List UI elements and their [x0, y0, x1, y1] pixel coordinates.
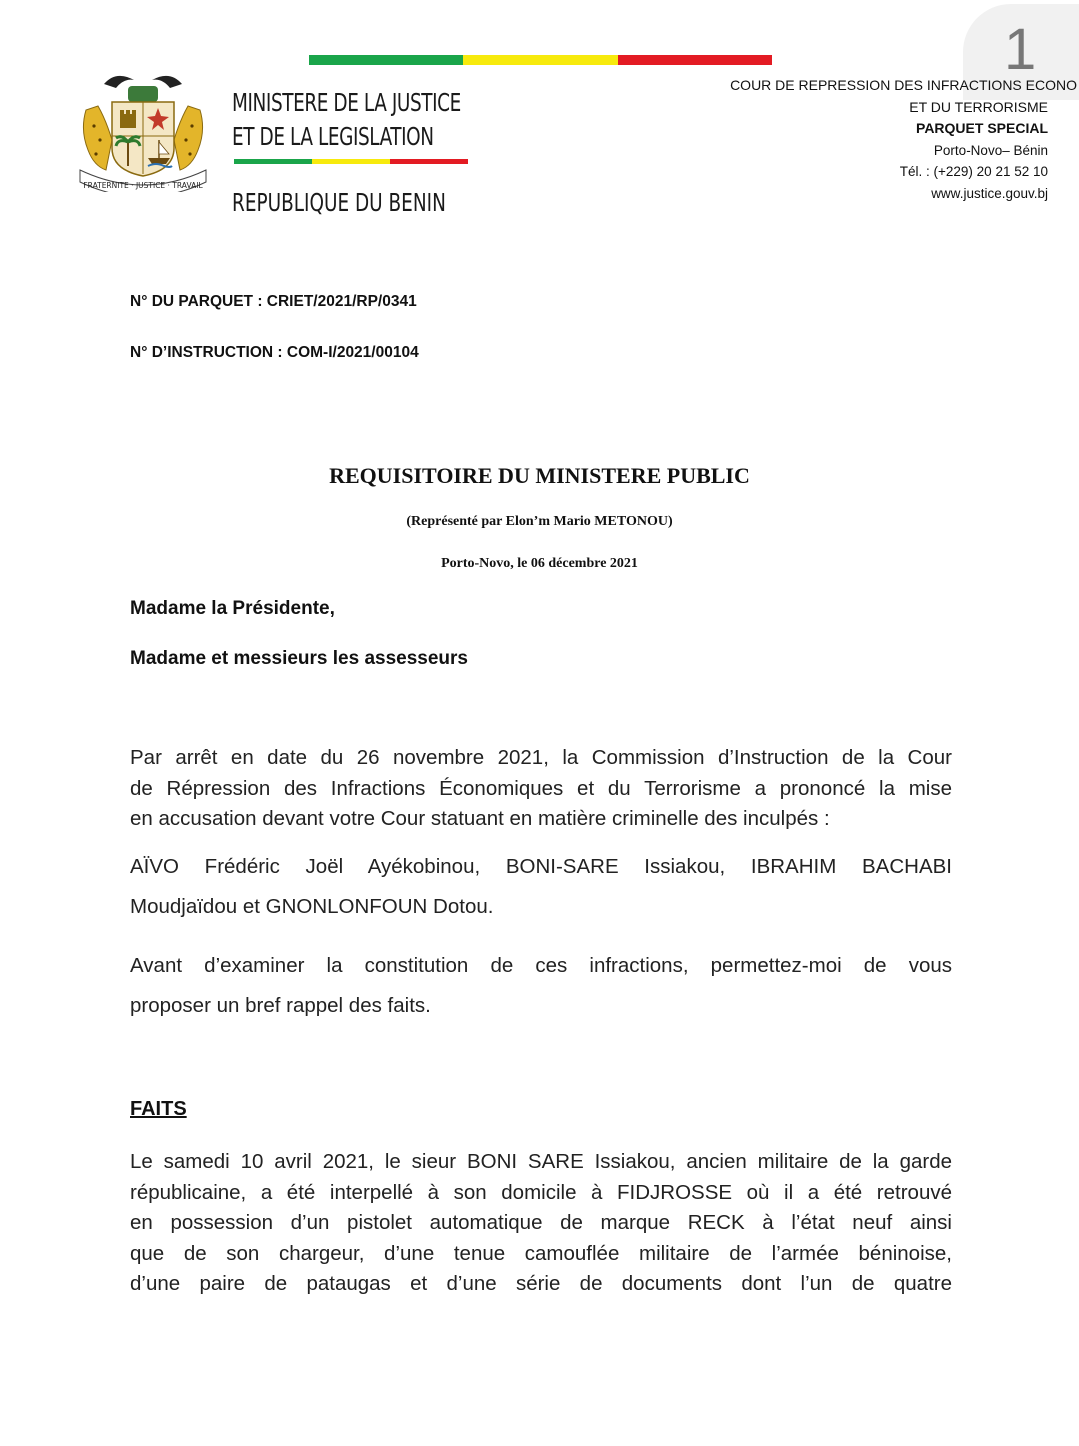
court-line-2: ET DU TERRORISME: [909, 98, 1048, 115]
salutation-president: Madame la Présidente,: [130, 598, 335, 619]
court-line-1: COUR DE REPRESSION DES INFRACTIONS ECONO: [730, 77, 1077, 93]
paragraph-line: proposer un bref rappel des faits.: [130, 993, 431, 1017]
court-website: www.justice.gouv.bj: [931, 185, 1048, 201]
ministry-flag-bar: [234, 159, 468, 164]
paragraph-line: Le samedi 10 avril 2021, le sieur BONI SARE Issiakou, ancien militaire de la garde: [130, 1150, 952, 1173]
coat-of-arms-emblem: [76, 70, 210, 192]
court-info-block: [730, 75, 1077, 204]
section-heading-faits: FAITS: [130, 1098, 187, 1120]
flag-bar: [309, 55, 772, 65]
emblem-motto: FRATERNITE · JUSTICE · TRAVAIL: [83, 181, 203, 190]
paragraph-indictment: [130, 743, 952, 835]
paragraph-line: en possession d’un pistolet automatique de marque RECK à l’état neuf ainsi: [130, 1211, 952, 1234]
court-line-3: PARQUET SPECIAL: [916, 120, 1048, 136]
paragraph-accused: [130, 847, 952, 926]
paragraph-line: républicaine, a été interpellé à son domicile à FIDJROSSE où il a été retrouvé: [130, 1180, 952, 1204]
paragraph-line: Par arrêt en date du 26 novembre 2021, la Commission d’Instruction de la Cour: [130, 746, 952, 769]
paragraph-facts: [130, 1147, 952, 1300]
paragraph-line: de Répression des Infractions Économiques et du Terrorisme a prononcé la mise: [130, 776, 952, 800]
ministry-heading: [232, 86, 461, 154]
court-city: Porto-Novo– Bénin: [933, 142, 1048, 158]
paragraph-line: que de son chargeur, d’une tenue camouflée militaire de l’armée béninoise,: [130, 1241, 952, 1265]
republic-heading: REPUBLIQUE DU BENIN: [232, 188, 446, 217]
paragraph-line: en accusation devant votre Cour statuant en matière criminelle des inculpés :: [130, 807, 830, 830]
parquet-reference: N° DU PARQUET : CRIET/2021/RP/0341: [130, 293, 417, 310]
place-date: Porto-Novo, le 06 décembre 2021: [441, 556, 638, 571]
represented-by: (Représenté par Elon’m Mario METONOU): [406, 514, 673, 529]
paragraph-line: Moudjaïdou et GNONLONFOUN Dotou.: [130, 894, 494, 918]
paragraph-intro: [130, 946, 952, 1025]
ministry-line-1: MINISTERE DE LA JUSTICE: [232, 88, 461, 117]
ministry-line-2: ET DE LA LEGISLATION: [232, 122, 434, 151]
salutation-assessors: Madame et messieurs les assesseurs: [130, 648, 468, 669]
page-number: 1: [1004, 17, 1037, 82]
paragraph-line: d’une paire de pataugas et d’une série de documents dont l’un de quatre: [130, 1272, 952, 1295]
court-phone: Tél. : (+229) 20 21 52 10: [899, 164, 1048, 179]
instruction-reference: N° D’INSTRUCTION : COM-I/2021/00104: [130, 344, 419, 361]
paragraph-line: Avant d’examiner la constitution de ces infractions, permettez-moi de vous: [130, 954, 952, 977]
document-title: REQUISITOIRE DU MINISTERE PUBLIC: [329, 463, 750, 488]
paragraph-line: AÏVO Frédéric Joël Ayékobinou, BONI-SARE Issiakou, IBRAHIM BACHABI: [130, 855, 952, 878]
